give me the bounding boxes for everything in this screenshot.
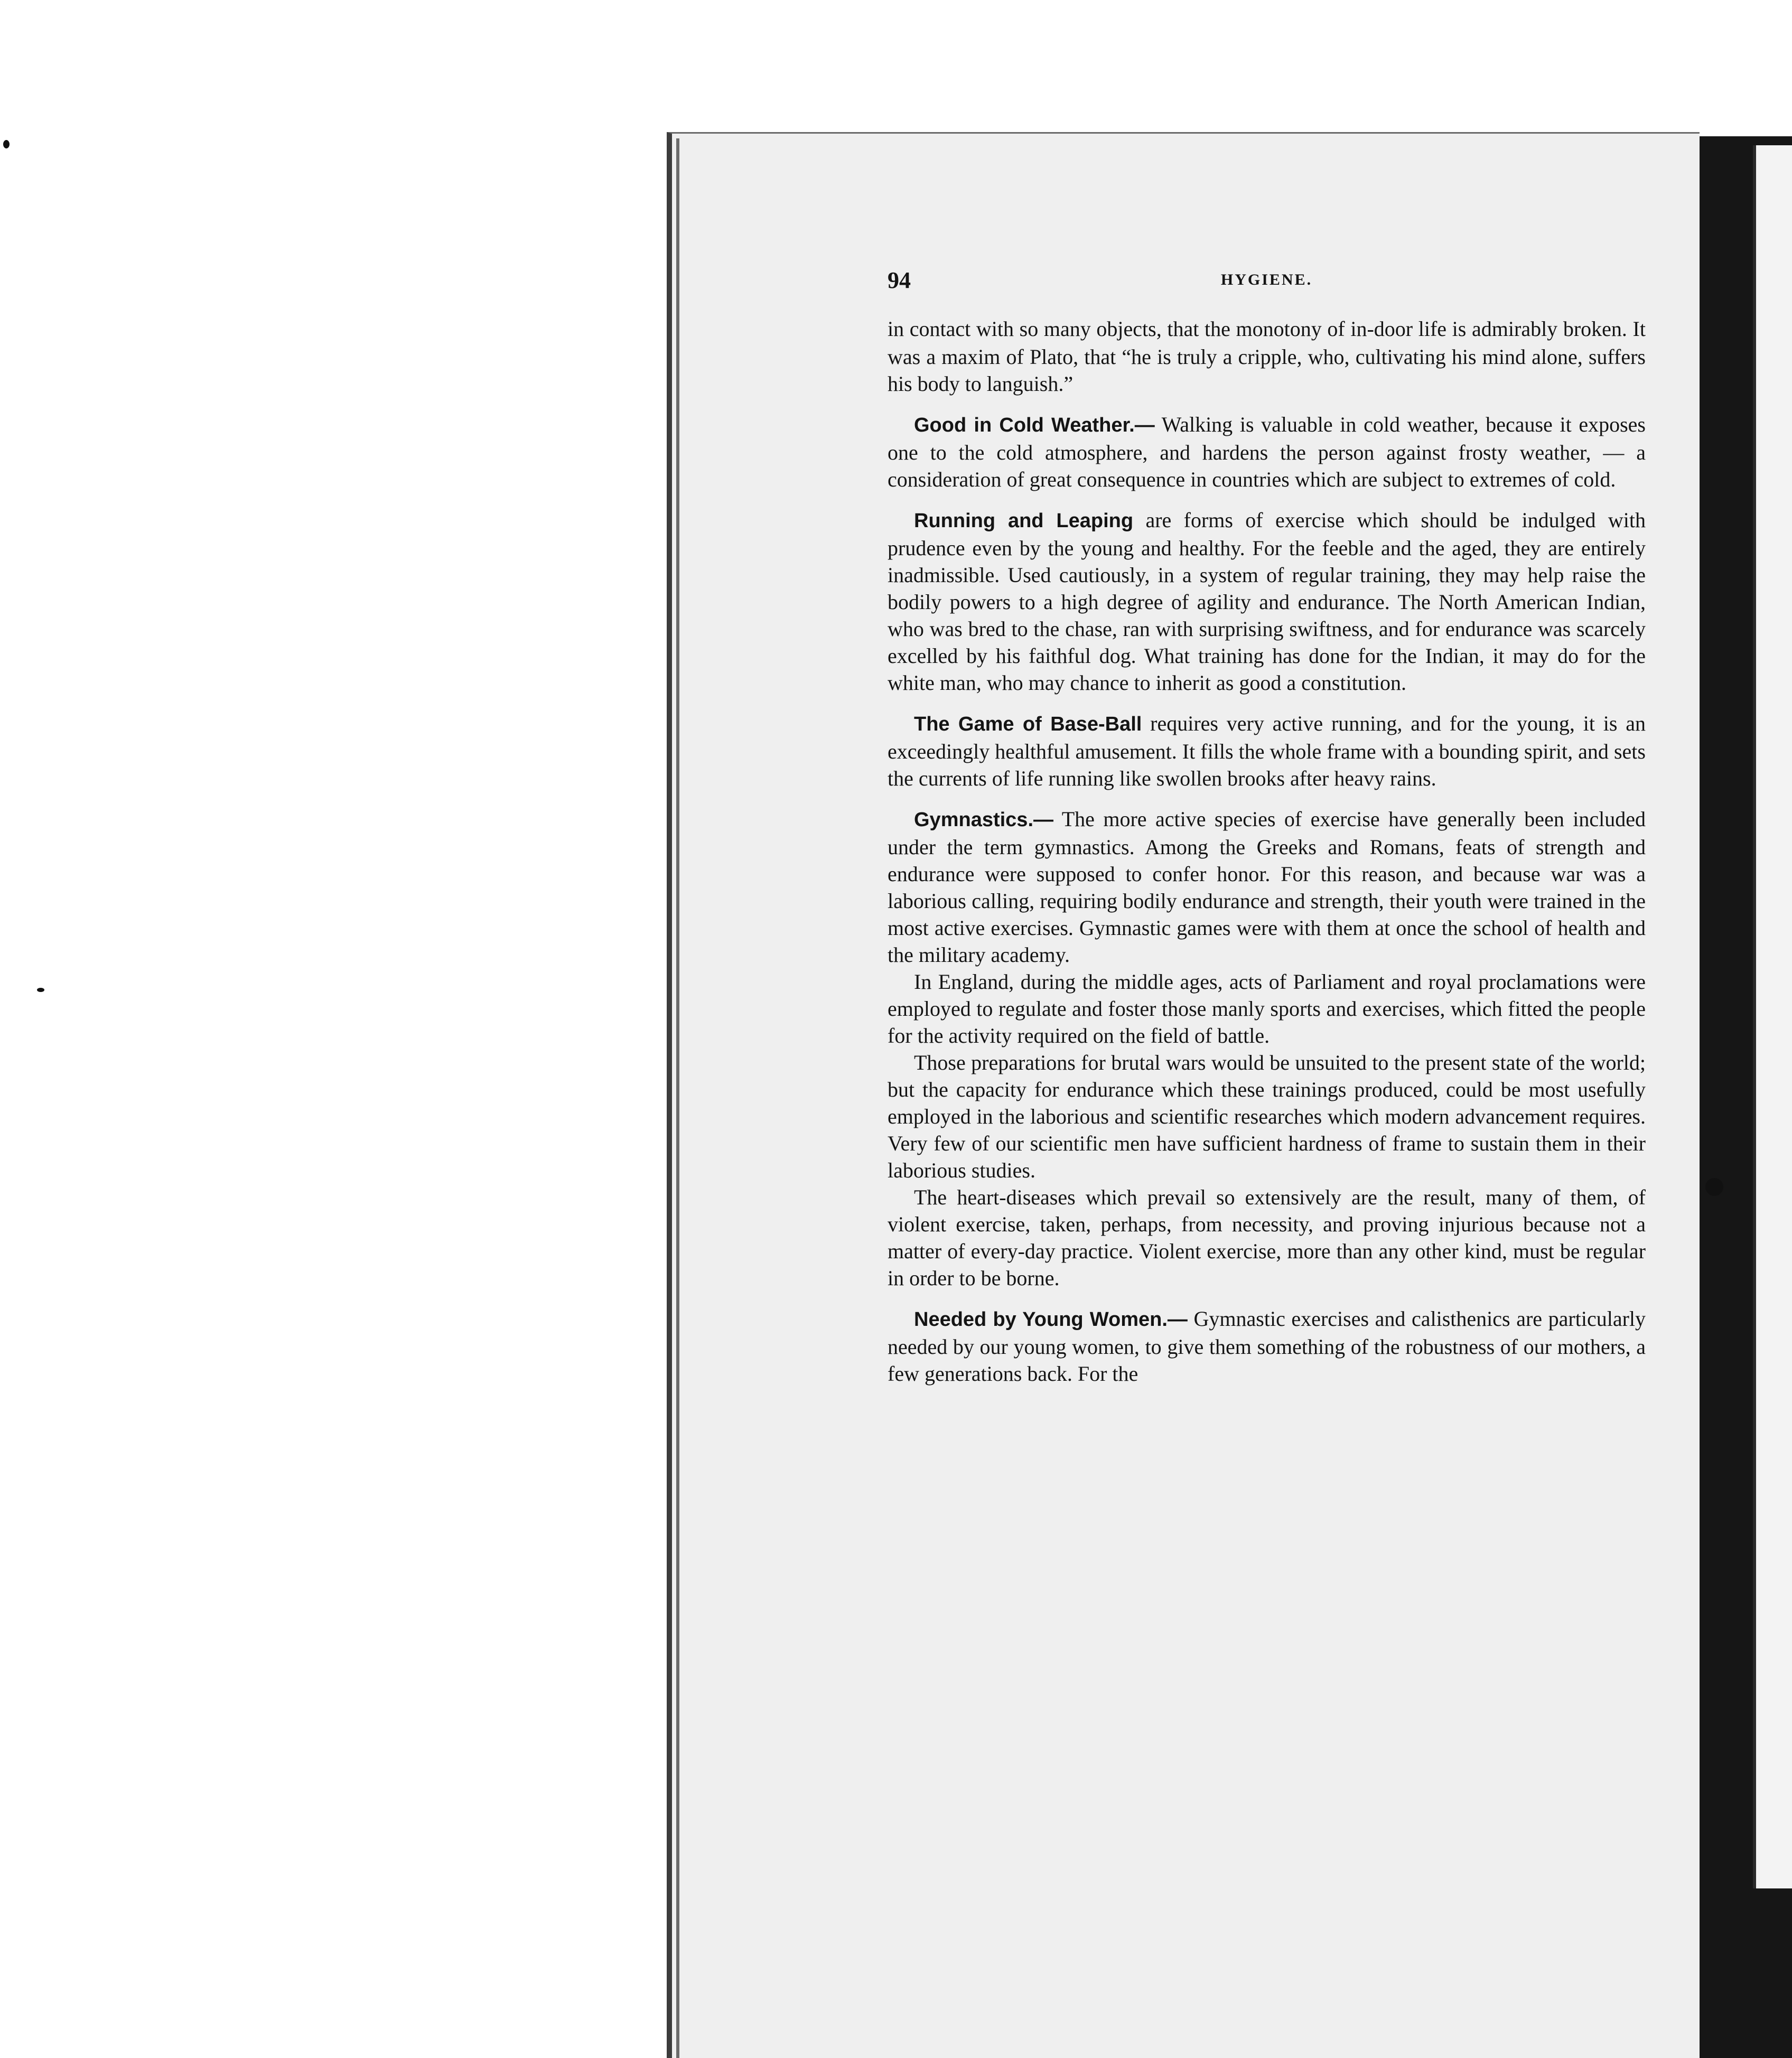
- paragraph: [888, 968, 1646, 1049]
- paragraph-text: are forms of exercise which should be indulged with prudence even by the young and healthy. For the feeble and the aged, they are entirely inadmissible. Used cautiously, in a system of regular training, they may help raise the bodily powers to a high degree of agility and endurance. The North American Indian, who was bred to the chase, ran with surprising swiftness, and for endurance was scarcely excelled by his faithful dog. What training has done for the Indian, it may do for the white man, who may chance to inherit as good a constitution.: [888, 508, 1646, 695]
- paragraph: [888, 411, 1646, 493]
- paragraph-text: In England, during the middle ages, acts of Parliament and royal proclamations were employed to regulate and foster those manly sports and exercises, which fitted the people for the activity required on the field of battle.: [888, 970, 1646, 1047]
- paragraph-text: The heart-diseases which prevail so extensively are the result, many of them, of violent exercise, taken, perhaps, from necessity, and proving injurious because not a matter of every-day practice. Violent exercise, more than any other kind, must be regular in order to be borne.: [888, 1185, 1646, 1290]
- paragraph: [888, 1049, 1646, 1184]
- page-header: [888, 267, 1646, 304]
- paragraph-heading: The Game of Base-Ball: [914, 713, 1142, 735]
- scan-speck: [1705, 1178, 1723, 1196]
- paragraph-text: requires very active running, and for the young, it is an exceedingly healthful amusement. It fills the whole frame with a bounding spirit, and sets the currents of life running like swollen brooks after heavy rains.: [888, 712, 1646, 790]
- page-number: 94: [888, 267, 911, 293]
- paragraph-text: The more active species of exercise have generally been included under the term gymnastics. Among the Greeks and Romans, feats of strength and endurance were supposed to confer honor. For this reason, and because war was a laborious calling, requiring bodily endurance and strength, their youth were trained in the most active exercises. Gymnastic games were with them at once the school of health and the military academy.: [888, 807, 1646, 967]
- page-text-area: [888, 267, 1646, 1387]
- paragraph: [888, 507, 1646, 696]
- paragraph: [888, 1305, 1646, 1387]
- paragraph-text: Those preparations for brutal wars would be unsuited to the present state of the world; but the capacity for endurance which these trainings produced, could be most usefully employed in the laborious and scientific researches which modern advancement requires. Very few of our scientific men have sufficient hardness of frame to sustain them in their laborious studies.: [888, 1051, 1646, 1182]
- paragraph-heading: Good in Cold Weather.—: [914, 414, 1155, 436]
- next-page-edge: [1753, 145, 1792, 1888]
- paragraph-heading: Needed by Young Women.—: [914, 1308, 1188, 1331]
- scan-speck: [3, 140, 10, 148]
- paragraph: [888, 315, 1646, 397]
- paragraph-text: Walking is valuable in cold weather, because it exposes one to the cold atmosphere, and hardens the person against frosty weather, — a consideration of great consequence in countries which are subject to extremes of cold.: [888, 413, 1646, 491]
- paragraph-heading: Gymnastics.—: [914, 809, 1053, 831]
- page-binding-line: [676, 138, 679, 2058]
- scan-speck: [37, 988, 44, 992]
- paragraph-text: Gymnastic exercises and calisthenics are particularly needed by our young women, to give them something of the robustness of our mothers, a few generations back. For the: [888, 1307, 1646, 1386]
- paragraph-text: in contact with so many objects, that the monotony of in-door life is admirably broken. It was a maxim of Plato, that “he is truly a cripple, who, cultivating his mind alone, suffers his body to languish.”: [888, 317, 1646, 396]
- paragraph: [888, 806, 1646, 968]
- paragraph: [888, 710, 1646, 792]
- running-head: HYGIENE.: [1220, 271, 1313, 288]
- paragraph: [888, 1184, 1646, 1292]
- paragraph-heading: Running and Leaping: [914, 510, 1134, 532]
